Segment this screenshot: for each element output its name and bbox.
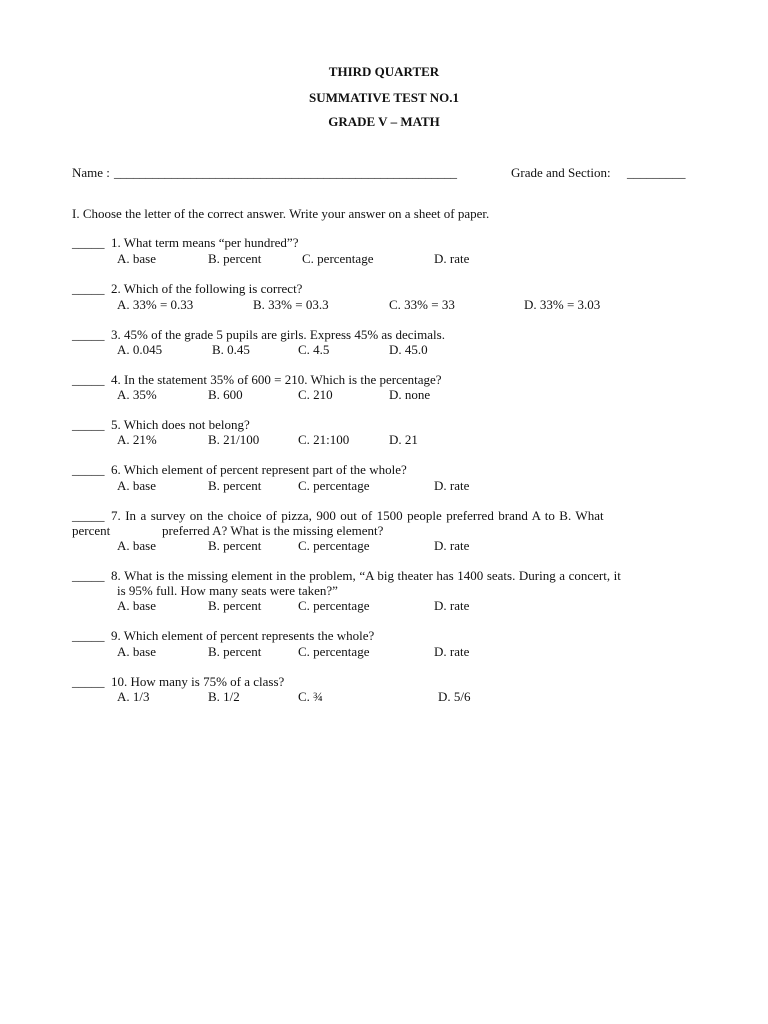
choice-a: A. 35% [117, 387, 157, 402]
header-line-2: SUMMATIVE TEST NO.1 [309, 90, 459, 105]
grade-section-blank: _________ [627, 165, 686, 180]
choice-d: D. rate [434, 644, 470, 659]
choice-d: D. rate [434, 251, 470, 266]
choice-b: B. 21/100 [208, 432, 260, 447]
choice-c: C. 33% = 33 [389, 297, 455, 312]
choice-c: C. 4.5 [298, 342, 330, 357]
choice-b: B. percent [208, 644, 262, 659]
choice-b: B. 600 [208, 387, 243, 402]
question-text: 5. Which does not belong? [111, 417, 250, 432]
choice-b: B. 0.45 [212, 342, 250, 357]
instructions: I. Choose the letter of the correct answer. Write your answer on a sheet of paper. [72, 206, 490, 221]
question-text: 9. Which element of percent represents the whole? [111, 628, 375, 643]
choice-c: C. percentage [298, 598, 370, 613]
choice-d: D. 5/6 [438, 689, 471, 704]
answer-blank: _____ [72, 327, 105, 342]
choice-a: A. base [117, 644, 156, 659]
choice-b: B. percent [208, 478, 262, 493]
answer-blank: _____ [72, 508, 105, 523]
question-text-line-2: is 95% full. How many seats were taken?” [117, 583, 338, 598]
choice-c: C. percentage [298, 478, 370, 493]
answer-blank: _____ [72, 674, 105, 689]
choice-d: D. rate [434, 478, 470, 493]
answer-blank: _____ [72, 568, 105, 583]
question-text-line-2b: preferred A? What is the missing element? [162, 523, 384, 538]
choice-c: C. 210 [298, 387, 333, 402]
header-line-3: GRADE V – MATH [328, 114, 440, 129]
question-text: 10. How many is 75% of a class? [111, 674, 285, 689]
name-blank: ______________________________________________________ [114, 165, 457, 180]
choice-c: C. percentage [298, 538, 370, 553]
choice-c: C. 21:100 [298, 432, 350, 447]
choice-a: A. 21% [117, 432, 157, 447]
answer-blank: _____ [72, 417, 105, 432]
question-text-line-2a: percent [72, 523, 111, 538]
choice-a: A. 33% = 0.33 [117, 297, 194, 312]
choice-d: D. 45.0 [389, 342, 428, 357]
question-text: 4. In the statement 35% of 600 = 210. Which is the percentage? [111, 372, 442, 387]
answer-blank: _____ [72, 281, 105, 296]
choice-b: B. percent [208, 538, 262, 553]
answer-blank: _____ [72, 628, 105, 643]
question-text-line-1: 7. In a survey on the choice of pizza, 900 out of 1500 people preferred brand A to B. What [111, 508, 604, 523]
choice-a: A. 0.045 [117, 342, 163, 357]
choice-c: C. percentage [302, 251, 374, 266]
choice-d: D. 33% = 3.03 [524, 297, 601, 312]
choice-a: A. 1/3 [117, 689, 150, 704]
answer-blank: _____ [72, 372, 105, 387]
question-text: 6. Which element of percent represent part of the whole? [111, 462, 407, 477]
choice-d: D. none [389, 387, 431, 402]
choice-a: A. base [117, 478, 156, 493]
choice-a: A. base [117, 538, 156, 553]
choice-c: C. percentage [298, 644, 370, 659]
choice-a: A. base [117, 251, 156, 266]
choice-b: B. 33% = 03.3 [253, 297, 329, 312]
choice-c: C. ¾ [298, 689, 323, 704]
question-text: 1. What term means “per hundred”? [111, 235, 299, 250]
choice-d: D. rate [434, 538, 470, 553]
choice-d: D. rate [434, 598, 470, 613]
question-text-line-1: 8. What is the missing element in the problem, “A big theater has 1400 seats. During a concert, it [111, 568, 621, 583]
choice-b: B. percent [208, 251, 262, 266]
grade-section-label: Grade and Section: [511, 165, 611, 180]
question-text: 2. Which of the following is correct? [111, 281, 303, 296]
answer-blank: _____ [72, 462, 105, 477]
name-label: Name : [72, 165, 110, 180]
choice-b: B. 1/2 [208, 689, 240, 704]
choice-b: B. percent [208, 598, 262, 613]
answer-blank: _____ [72, 235, 105, 250]
header-line-1: THIRD QUARTER [328, 64, 440, 79]
choice-d: D. 21 [389, 432, 418, 447]
choice-a: A. base [117, 598, 156, 613]
question-text: 3. 45% of the grade 5 pupils are girls. Express 45% as decimals. [111, 327, 445, 342]
